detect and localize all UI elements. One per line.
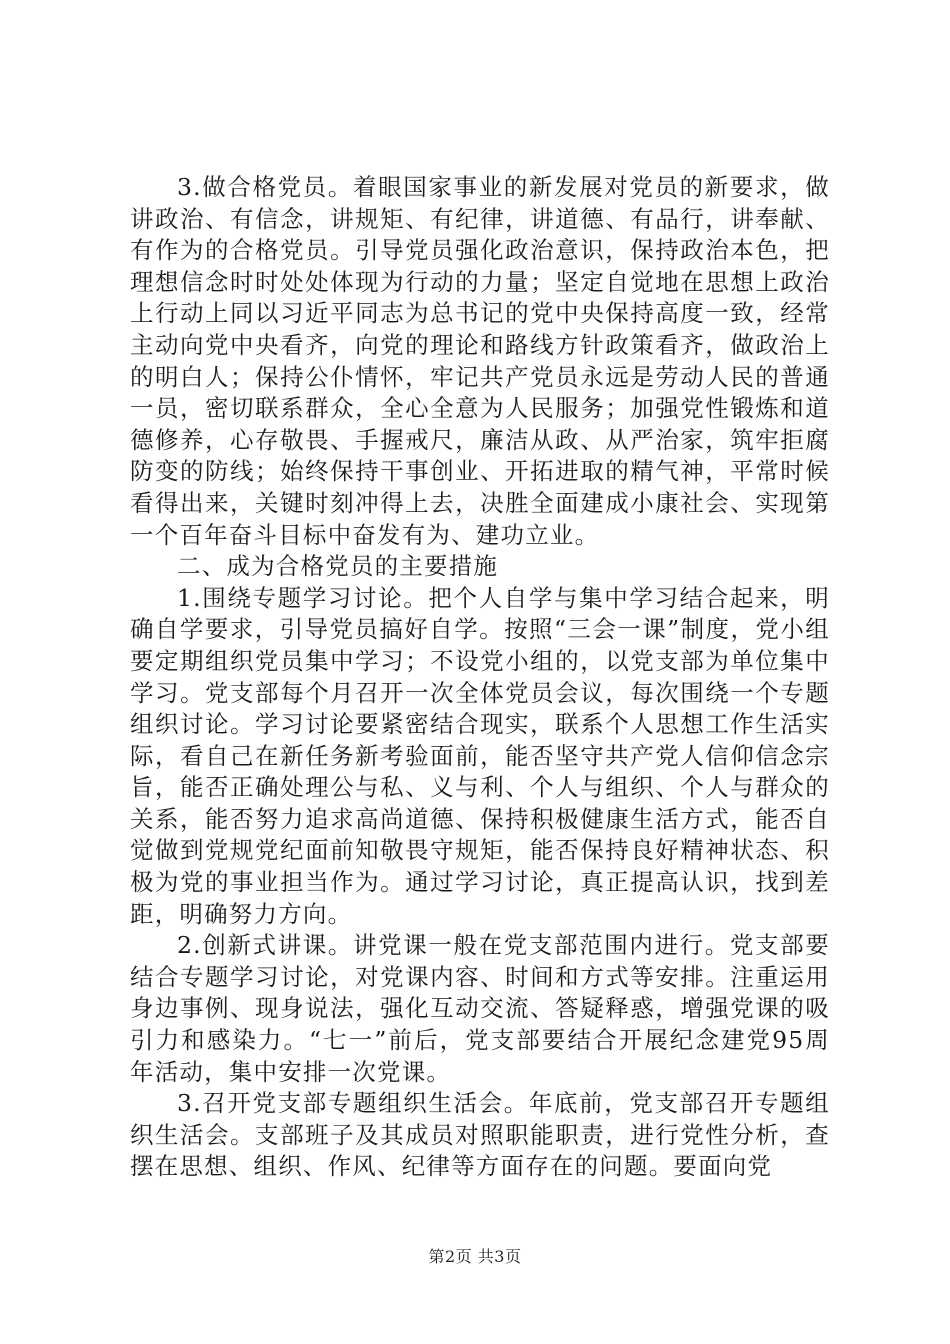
document-body <box>130 172 830 1183</box>
section-heading-measures: 二、成为合格党员的主要措施 <box>177 552 499 581</box>
paragraph-study-discussion: 1.围绕专题学习讨论。把个人自学与集中学习结合起来，明确自学要求，引导党员搞好自学。按照“三会一课”制度，党小组要定期组织党员集中学习；不设党小组的，以党支部为单位集中学习。党支部每个月召开一次全体党员会议，每次围绕一个专题组织讨论。学习讨论要紧密结合现实，联系个人思想工作生活实际，看自己在新任务新考验面前，能否坚守共产党人信仰信念宗旨，能否正确处理公与私、义与利、个人与组织、个人与群众的关系，能否努力追求高尚道德、保持积极健康生活方式，能否自觉做到党规党纪面前知敬畏守规矩，能否保持良好精神状态、积极为党的事业担当作为。通过学习讨论，真正提高认识，找到差距，明确努力方向。 <box>130 583 830 928</box>
paragraph-organization-meeting: 3.召开党支部专题组织生活会。年底前，党支部召开专题组织生活会。支部班子及其成员对照职能职责，进行党性分析，查摆在思想、组织、作风、纪律等方面存在的问题。要面向党 <box>130 1089 830 1181</box>
page-footer: 第2页 共3页 <box>428 1247 522 1266</box>
paragraph-party-lecture: 2.创新式讲课。讲党课一般在党支部范围内进行。党支部要结合专题学习讨论，对党课内容、时间和方式等安排。注重运用身边事例、现身说法，强化互动交流、答疑释惑，增强党课的吸引力和感染力。“七一”前后，党支部要结合开展纪念建党95周年活动，集中安排一次党课。 <box>130 931 830 1086</box>
paragraph-qualified-member: 3.做合格党员。着眼国家事业的新发展对党员的新要求，做讲政治、有信念，讲规矩、有纪律，讲道德、有品行，讲奉献、有作为的合格党员。引导党员强化政治意识，保持政治本色，把理想信念时时处处体现为行动的力量；坚定自觉地在思想上政治上行动上同以习近平同志为总书记的党中央保持高度一致，经常主动向党中央看齐，向党的理论和路线方针政策看齐，做政治上的明白人；保持公仆情怀，牢记共产党员永远是劳动人民的普通一员，密切联系群众，全心全意为人民服务；加强党性锻炼和道德修养，心存敬畏、手握戒尺，廉洁从政、从严治家，筑牢拒腐防变的防线；始终保持干事创业、开拓进取的精气神，平常时候看得出来，关键时刻冲得上去，决胜全面建成小康社会、实现第一个百年奋斗目标中奋发有为、建功立业。 <box>130 173 830 549</box>
